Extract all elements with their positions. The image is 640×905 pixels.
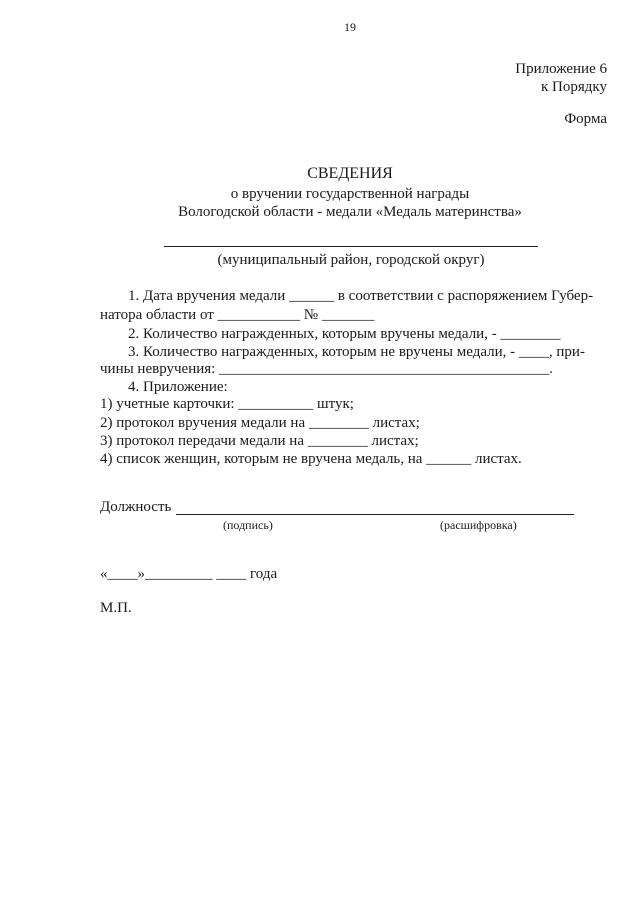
district-fill-line bbox=[164, 246, 538, 247]
item-3-line-1: 3. Количество награжденных, которым не вручены медали, - ____, при- bbox=[128, 344, 585, 360]
item-1-line-2: натора области от ___________ № _______ bbox=[100, 307, 375, 323]
item-4: 4. Приложение: bbox=[128, 379, 228, 395]
item-2: 2. Количество награжденных, которым вручены медали, - ________ bbox=[128, 326, 561, 342]
attachment-3: 3) протокол передачи медали на ________ листах; bbox=[100, 433, 419, 449]
item-3-line-2: чины невручения: ____________________________________________. bbox=[100, 361, 553, 377]
item-1-line-1: 1. Дата вручения медали ______ в соответствии с распоряжением Губер- bbox=[128, 288, 594, 304]
attachment-4: 4) список женщин, которым не вручена медаль, на ______ листах. bbox=[100, 451, 522, 467]
signature-caption: (подпись) bbox=[223, 518, 273, 532]
title-line-2: о вручении государственной награды bbox=[230, 186, 470, 202]
attachment-1: 1) учетные карточки: __________ штук; bbox=[100, 396, 354, 412]
stamp-label: М.П. bbox=[100, 600, 132, 616]
title-main: СВЕДЕНИЯ bbox=[307, 165, 393, 182]
signature-fill-line bbox=[176, 514, 574, 515]
form-label: Форма bbox=[564, 111, 607, 127]
appendix-line-2: к Порядку bbox=[541, 79, 607, 95]
page-number: 19 bbox=[344, 20, 356, 34]
appendix-header bbox=[515, 60, 607, 96]
attachment-2: 2) протокол вручения медали на ________ листах; bbox=[100, 415, 420, 431]
appendix-line-1: Приложение 6 bbox=[515, 61, 607, 77]
document-title bbox=[0, 165, 640, 221]
position-label: Должность bbox=[100, 499, 172, 515]
district-caption: (муниципальный район, городской округ) bbox=[217, 252, 485, 268]
decode-caption: (расшифровка) bbox=[440, 518, 517, 532]
date-line: «____»_________ ____ года bbox=[100, 566, 278, 582]
title-line-3: Вологодской области - медали «Медаль материнства» bbox=[178, 204, 522, 220]
